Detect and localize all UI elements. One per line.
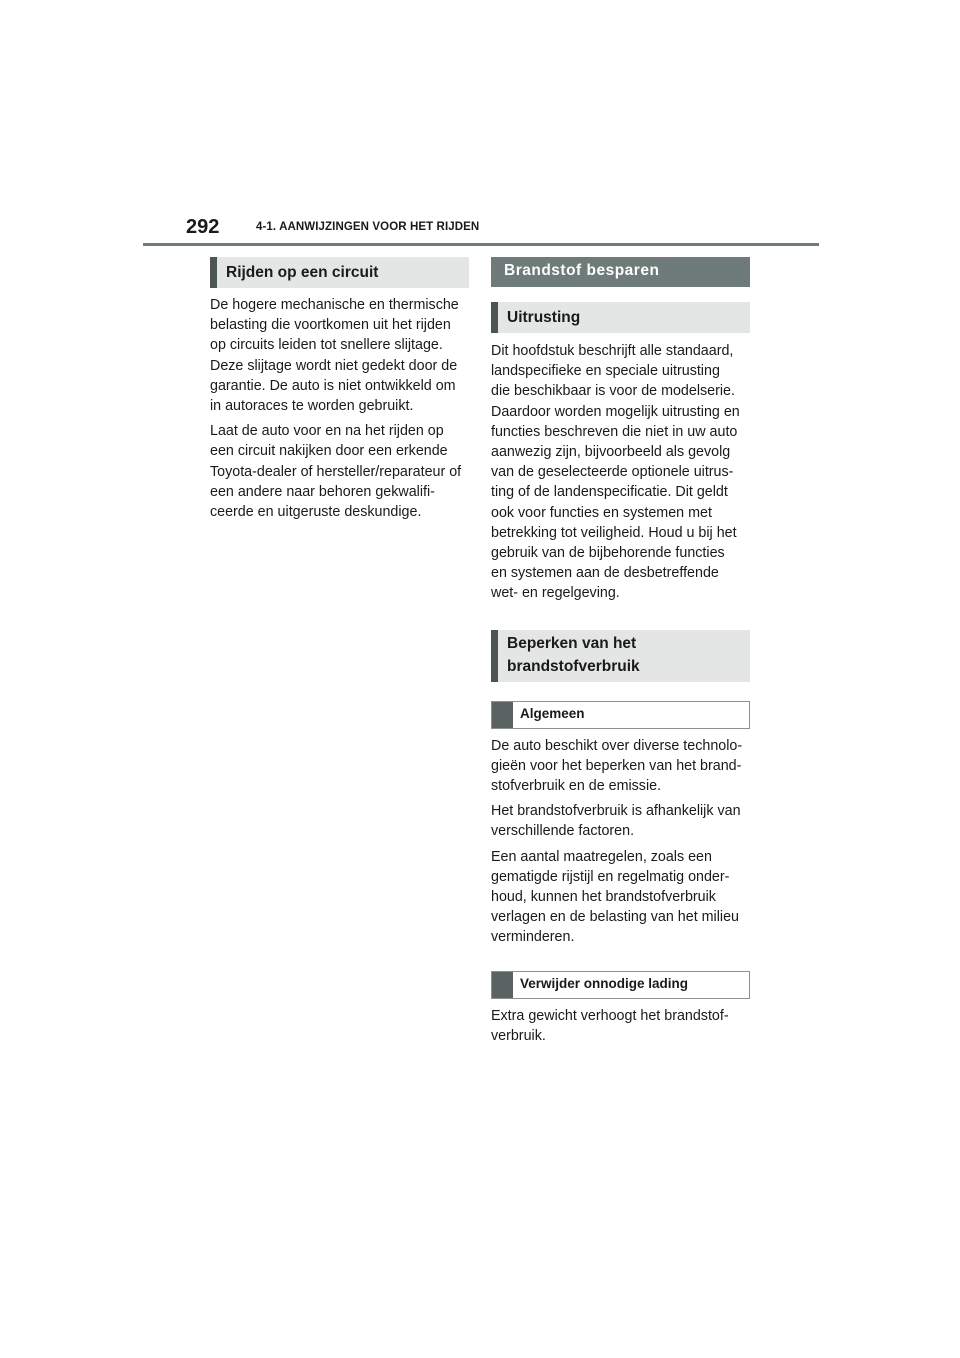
text-line: De auto beschikt over diverse technolo- xyxy=(491,737,743,754)
text-line: verschillende factoren. xyxy=(491,823,635,840)
text-line: Laat de auto voor en na het rijden op xyxy=(210,423,444,440)
text-line: ook voor functies en systemen met xyxy=(491,504,712,521)
text-line: Extra gewicht verhoogt het brandstof- xyxy=(491,1007,729,1024)
text-line: gebruik van de bijbehorende functies xyxy=(491,545,725,562)
text-line: landspecifieke en speciale uitrusting xyxy=(491,363,720,380)
paragraph xyxy=(210,421,469,522)
left-column xyxy=(210,257,469,522)
subheading-label: Algemeen xyxy=(520,705,585,721)
text-line: stofverbruik en de emissie. xyxy=(491,778,662,795)
paragraph xyxy=(491,1006,750,1046)
header-rule xyxy=(143,243,819,246)
text-line: belasting die voortkomen uit het rijden xyxy=(210,317,451,334)
text-line: in autoraces te worden gebruikt. xyxy=(210,398,414,415)
text-line: ting of de landenspecificatie. Dit geldt xyxy=(491,484,728,501)
right-column xyxy=(491,257,750,1046)
paragraph xyxy=(491,341,750,604)
subheading-verwijder-onnodige-lading xyxy=(491,971,750,999)
text-line: garantie. De auto is niet ontwikkeld om xyxy=(210,377,456,394)
text-line: Daardoor worden mogelijk uitrusting en xyxy=(491,403,740,420)
text-line: een circuit nakijken door een erkende xyxy=(210,443,448,460)
text-line: betrekking tot veiligheid. Houd u bij het xyxy=(491,524,737,541)
running-header: 4-1. AANWIJZINGEN VOOR HET RIJDEN xyxy=(256,221,480,233)
paragraph xyxy=(210,295,469,416)
text-line: Toyota-dealer of hersteller/reparateur of xyxy=(210,463,462,480)
text-line: Het brandstofverbruik is afhankelijk van xyxy=(491,803,741,820)
subheading-label: Verwijder onnodige lading xyxy=(520,975,689,991)
text-line: van de geselecteerde optionele uitrus- xyxy=(491,464,734,481)
heading-rijden-op-een-circuit: Rijden op een circuit xyxy=(210,257,469,288)
text-line: Een aantal maatregelen, zoals een xyxy=(491,848,712,865)
text-line: die beschikbaar is voor de modelserie. xyxy=(491,383,735,400)
text-line: verlagen en de belasting van het milieu xyxy=(491,909,739,926)
section-title-brandstof-besparen: Brandstof besparen xyxy=(491,257,750,287)
paragraph xyxy=(491,736,750,797)
heading-uitrusting: Uitrusting xyxy=(491,302,750,333)
paragraph xyxy=(491,847,750,948)
text-line: Dit hoofdstuk beschrijft alle standaard, xyxy=(491,343,734,359)
text-line: gieën voor het beperken van het brand- xyxy=(491,757,742,774)
subheading-algemeen xyxy=(491,701,750,729)
heading-line: Beperken van het xyxy=(507,634,637,652)
text-line: functies beschreven die niet in uw auto xyxy=(491,423,738,440)
text-line: verbruik. xyxy=(491,1027,546,1044)
subheading-marker xyxy=(492,702,513,728)
text-line: ceerde en uitgeruste deskundige. xyxy=(210,504,422,521)
heading-line: brandstofverbruik xyxy=(507,657,640,675)
text-line: aanwezig zijn, bijvoorbeeld als gevolg xyxy=(491,444,731,461)
paragraph xyxy=(491,801,750,841)
page-number: 292 xyxy=(186,216,220,238)
text-line: gematigde rijstijl en regelmatig onder- xyxy=(491,868,730,885)
text-line: en systemen aan de desbetreffende xyxy=(491,565,719,582)
subheading-marker xyxy=(492,972,513,998)
text-line: wet- en regelgeving. xyxy=(491,585,620,602)
text-line: houd, kunnen het brandstofverbruik xyxy=(491,889,716,906)
text-line: Deze slijtage wordt niet gedekt door de xyxy=(210,357,458,374)
text-line: op circuits leiden tot snellere slijtage. xyxy=(210,337,443,354)
text-line: een andere naar behoren gekwalifi- xyxy=(210,483,435,500)
text-line: De hogere mechanische en thermische xyxy=(210,297,459,313)
text-line: verminderen. xyxy=(491,929,575,946)
heading-beperken-van-het-brandstofverbruik xyxy=(491,630,750,682)
